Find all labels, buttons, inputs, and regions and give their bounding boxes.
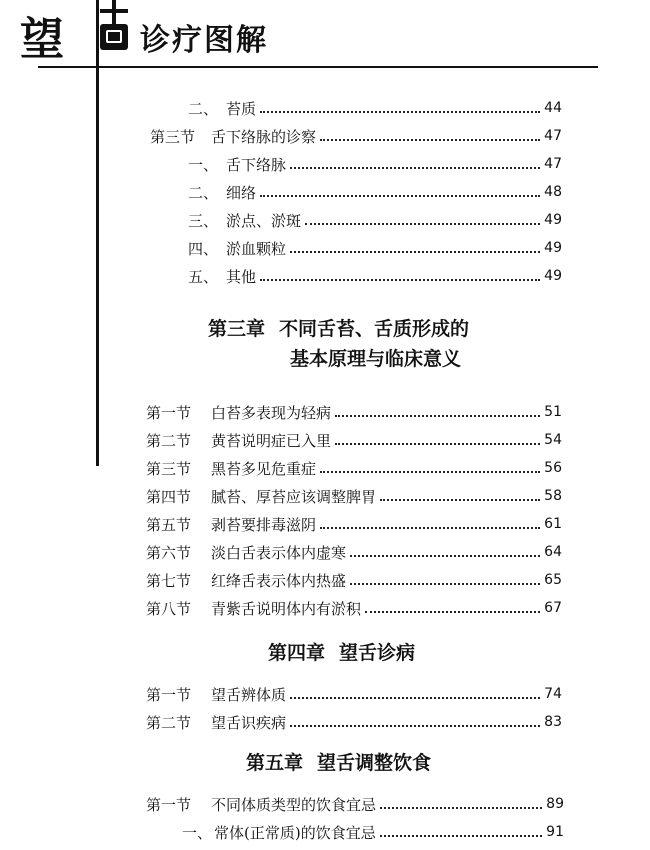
entry-label: 望舌识疾病 bbox=[211, 713, 287, 732]
entry-label: 舌下络脉的诊察 bbox=[211, 127, 317, 146]
entry-number: 第六节 bbox=[146, 543, 192, 562]
leader-dots bbox=[380, 497, 540, 501]
entry-number: 二、 bbox=[188, 183, 219, 202]
leader-dots bbox=[320, 469, 540, 473]
leader-dots bbox=[260, 109, 540, 113]
chapter-heading-line2: 基本原理与临床意义 bbox=[290, 348, 462, 370]
entry-page: 47 bbox=[544, 156, 562, 172]
leader-dots bbox=[260, 277, 540, 281]
chapter-heading bbox=[268, 640, 415, 666]
leader-dots bbox=[380, 805, 542, 809]
entry-label: 腻苔、厚苔应该调整脾胃 bbox=[211, 487, 377, 506]
toc-entry[interactable] bbox=[146, 484, 562, 508]
leader-dots bbox=[335, 441, 540, 445]
chapter-title: 望舌调整饮食 bbox=[317, 752, 432, 774]
entry-label: 白苔多表现为轻病 bbox=[211, 403, 332, 422]
toc-entry[interactable] bbox=[146, 456, 562, 480]
toc-entry[interactable] bbox=[188, 236, 562, 260]
logo-crossbar bbox=[100, 9, 128, 13]
entry-number: 四、 bbox=[188, 239, 219, 258]
toc-entry[interactable] bbox=[188, 152, 562, 176]
entry-label: 苔质 bbox=[226, 99, 257, 118]
leader-dots bbox=[290, 695, 540, 699]
entry-number: 五、 bbox=[188, 267, 219, 286]
toc-entry[interactable] bbox=[146, 710, 562, 734]
entry-number: 第一节 bbox=[146, 685, 192, 704]
entry-page: 65 bbox=[544, 572, 562, 588]
toc-entry[interactable] bbox=[188, 264, 562, 288]
entry-label: 常体(正常质)的饮食宜忌 bbox=[214, 823, 376, 842]
toc-entry[interactable] bbox=[146, 400, 562, 424]
chapter-title: 不同舌苔、舌质形成的 bbox=[279, 318, 470, 340]
toc-entry[interactable] bbox=[146, 596, 562, 620]
entry-number: 第二节 bbox=[146, 431, 192, 450]
entry-page: 47 bbox=[544, 128, 562, 144]
entry-label: 黄苔说明症已入里 bbox=[211, 431, 332, 450]
header-rule bbox=[38, 66, 598, 68]
entry-page: 83 bbox=[544, 714, 562, 730]
leader-dots bbox=[290, 249, 540, 253]
leader-dots bbox=[320, 137, 540, 141]
toc-entry[interactable] bbox=[182, 820, 564, 844]
entry-label: 其他 bbox=[226, 267, 257, 286]
entry-number: 第一节 bbox=[146, 795, 192, 814]
toc-entry[interactable] bbox=[146, 792, 564, 816]
entry-page: 91 bbox=[546, 824, 564, 840]
leader-dots bbox=[350, 553, 540, 557]
entry-number: 第一节 bbox=[146, 403, 192, 422]
entry-page: 48 bbox=[544, 184, 562, 200]
logo-stem bbox=[112, 0, 116, 26]
leader-dots bbox=[380, 833, 542, 837]
entry-number: 二、 bbox=[188, 99, 219, 118]
entry-label: 淤血颗粒 bbox=[226, 239, 287, 258]
chapter-number: 第三章 bbox=[208, 318, 266, 340]
entry-number: 第七节 bbox=[146, 571, 192, 590]
entry-page: 49 bbox=[544, 212, 562, 228]
entry-number: 第三节 bbox=[150, 127, 196, 146]
toc-entry[interactable] bbox=[146, 540, 562, 564]
entry-number: 第四节 bbox=[146, 487, 192, 506]
toc-entry[interactable] bbox=[188, 96, 562, 120]
entry-label: 舌下络脉 bbox=[226, 155, 287, 174]
chapter-heading bbox=[246, 750, 431, 776]
entry-number: 第五节 bbox=[146, 515, 192, 534]
entry-label: 黑苔多见危重症 bbox=[211, 459, 317, 478]
logo-character: 望 bbox=[20, 14, 62, 65]
leader-dots bbox=[320, 525, 540, 529]
entry-label: 剥苔要排毒滋阴 bbox=[211, 515, 317, 534]
chapter-title: 望舌诊病 bbox=[339, 642, 416, 664]
entry-number: 第二节 bbox=[146, 713, 192, 732]
toc-entry[interactable] bbox=[146, 512, 562, 536]
entry-page: 51 bbox=[544, 404, 562, 420]
entry-label: 细络 bbox=[226, 183, 257, 202]
leader-dots bbox=[350, 581, 540, 585]
entry-page: 49 bbox=[544, 268, 562, 284]
entry-label: 红绛舌表示体内热盛 bbox=[211, 571, 347, 590]
entry-number: 三、 bbox=[188, 211, 219, 230]
entry-page: 56 bbox=[544, 460, 562, 476]
toc-entry[interactable] bbox=[188, 208, 562, 232]
entry-page: 67 bbox=[544, 600, 562, 616]
entry-number: 一、 bbox=[188, 155, 219, 174]
entry-page: 49 bbox=[544, 240, 562, 256]
chapter-heading bbox=[208, 316, 469, 342]
logo-box-icon bbox=[100, 24, 128, 50]
margin-vertical-line bbox=[96, 0, 99, 466]
toc-entry[interactable] bbox=[150, 124, 562, 148]
entry-number: 一、 bbox=[182, 823, 213, 842]
entry-page: 89 bbox=[546, 796, 564, 812]
entry-number: 第八节 bbox=[146, 599, 192, 618]
entry-label: 望舌辨体质 bbox=[211, 685, 287, 704]
leader-dots bbox=[335, 413, 540, 417]
toc-entry[interactable] bbox=[188, 180, 562, 204]
entry-page: 74 bbox=[544, 686, 562, 702]
entry-page: 61 bbox=[544, 516, 562, 532]
entry-label: 不同体质类型的饮食宜忌 bbox=[211, 795, 377, 814]
leader-dots bbox=[290, 165, 540, 169]
entry-page: 54 bbox=[544, 432, 562, 448]
leader-dots bbox=[290, 723, 540, 727]
entry-number: 第三节 bbox=[146, 459, 192, 478]
toc-entry[interactable] bbox=[146, 428, 562, 452]
entry-label: 淤点、淤斑 bbox=[226, 211, 302, 230]
entry-page: 64 bbox=[544, 544, 562, 560]
chapter-number: 第四章 bbox=[268, 642, 326, 664]
header-title: 诊疗图解 bbox=[140, 23, 268, 58]
leader-dots bbox=[260, 193, 540, 197]
entry-label: 青紫舌说明体内有淤积 bbox=[211, 599, 362, 618]
chapter-number: 第五章 bbox=[246, 752, 304, 774]
entry-page: 58 bbox=[544, 488, 562, 504]
entry-label: 淡白舌表示体内虚寒 bbox=[211, 543, 347, 562]
toc-entry[interactable] bbox=[146, 568, 562, 592]
leader-dots bbox=[365, 609, 540, 613]
toc-entry[interactable] bbox=[146, 682, 562, 706]
entry-page: 44 bbox=[544, 100, 562, 116]
leader-dots bbox=[305, 221, 540, 225]
